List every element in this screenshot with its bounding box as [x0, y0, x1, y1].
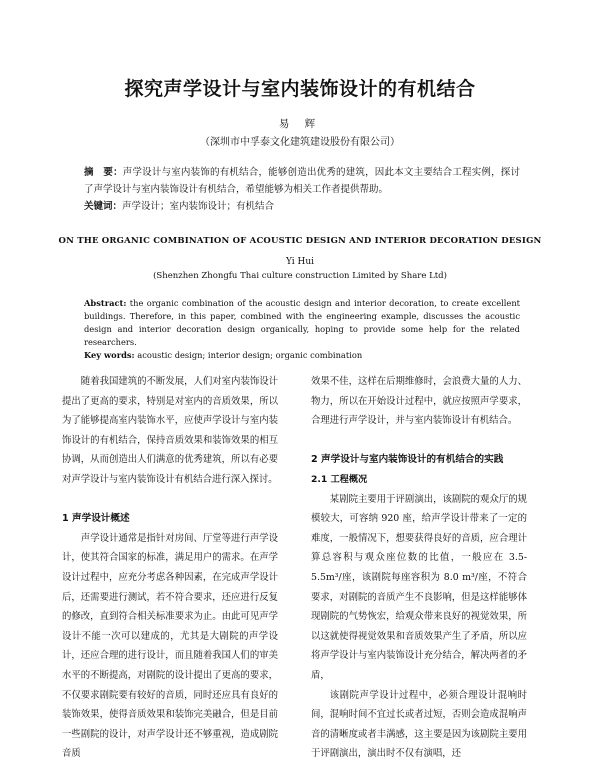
body-column-right — [311, 372, 527, 764]
abstract-cn-text: 声学设计与室内装饰的有机结合，能够创造出优秀的建筑，因此本文主要结合工程实例，探讨了声学设计与室内装饰设计有机结合，希望能够为相关工作者提供帮助。 — [84, 167, 520, 195]
section-2-1-paragraph: 某剧院主要用于评剧演出，该剧院的观众厅的规模较大，可容纳 920 座，给声学设计带来了一定的难度，一般情况下，想要获得良好的音质，应合理计算总容积与观众座位数的比值，一般应在 3.5-5.5m³/座，该剧院每座容积为 8.0 m³/座，不符合要求，对剧院的音质产生不良影响，但是这样能够体现剧院的气势恢宏，给观众带来良好的视觉效果，所以这就使得视觉效果和音质效果产生了矛盾，所以应将声学设计与室内装饰设计充分结合，解决两者的矛盾， — [311, 493, 527, 681]
section-2-heading: 2 声学设计与室内装饰设计的有机结合的实践 — [311, 454, 504, 466]
intro-paragraph: 随着我国建筑的不断发展，人们对室内装饰设计提出了更高的要求，特别是对室内的音质效果，所以为了能够提高室内装饰水平，应使声学设计与室内装饰设计的有机结合，保持音质效果和装饰效果的相互协调，从而创造出人们满意的优秀建筑，所以有必要对声学设计与室内装饰设计有机结合进行深入探讨。 — [62, 376, 278, 485]
english-affiliation: (Shenzhen Zhongfu Thai culture construction Limited by Share Ltd) — [153, 271, 447, 281]
section-1-paragraph: 声学设计通常是指针对房间、厅堂等进行声学设计，使其符合国家的标准，满足用户的需求。在声学设计过程中，应充分考虑各种因素，在完成声学设计后，还需要进行测试，若不符合要求，还应进行反复的修改，直到符合相关标准要求为止。由此可见声学设计不能一次可以建成的，尤其是大剧院的声学设计，还应合理的进行设计，而且随着我国人们的审美水平的不断提高，对剧院的设计提出了更高的要求，不仅要求剧院要有较好的音质，同时还应具有良好的装饰效果，使得音质效果和装饰完美融合，但是目前一些剧院的设计，对声学设计还不够重视，造成剧院音质 — [62, 532, 278, 760]
section-2-1-heading: 2.1 工程概况 — [311, 473, 368, 485]
abstract-en-text: the organic combination of the acoustic design and interior decoration, to create excellent buildings. Therefore, in this paper, combined with the engineering example, discusses the acoustic design and interior decoration design organically, hoping to provide some help for the related researchers. — [84, 298, 520, 347]
continuation-paragraph: 效果不佳，这样在后期维修时，会浪费大量的人力、物力，所以在开始设计过程中，就应按照声学要求，合理进行声学设计，并与室内装饰设计有机结合。 — [311, 376, 527, 427]
english-author: Yi Hui — [285, 257, 315, 267]
keywords-cn-paragraph — [84, 198, 520, 215]
abstract-cn-label: 摘 要： — [84, 167, 123, 178]
keywords-en-label: Key words: — [84, 350, 135, 360]
section-1-heading: 1 声学设计概述 — [62, 513, 130, 525]
section-2-1-paragraph-2: 该剧院声学设计过程中，必须合理设计混响时间，混响时间不宜过长或者过短，否则会造成混响声音的清晰度或者丰满感，这主要是因为该剧院主要用于评剧演出，演出时不仅有演唱，还 — [311, 689, 527, 760]
keywords-en-text: acoustic design; interior design; organic combination — [134, 350, 363, 360]
paper-title: 探究声学设计与室内装饰设计的有机结合 — [124, 78, 476, 100]
abstract-cn-paragraph — [84, 164, 520, 198]
author-name: 易 辉 — [278, 118, 322, 130]
abstract-cn — [84, 164, 520, 215]
english-title: ON THE ORGANIC COMBINATION OF ACOUSTIC DESIGN AND INTERIOR DECORATION DESIGN — [58, 236, 542, 246]
abstract-en-label: Abstract: — [84, 298, 127, 308]
keywords-cn-label: 关键词： — [84, 201, 123, 212]
abstract-en-paragraph — [84, 297, 520, 349]
author-affiliation: （深圳市中孚泰文化建筑建设股份有限公司） — [200, 137, 400, 148]
abstract-en — [84, 297, 520, 362]
keywords-en-paragraph — [84, 349, 520, 362]
keywords-cn-text: 声学设计；室内装饰设计；有机结合 — [122, 201, 275, 212]
body-column-left — [62, 372, 278, 764]
